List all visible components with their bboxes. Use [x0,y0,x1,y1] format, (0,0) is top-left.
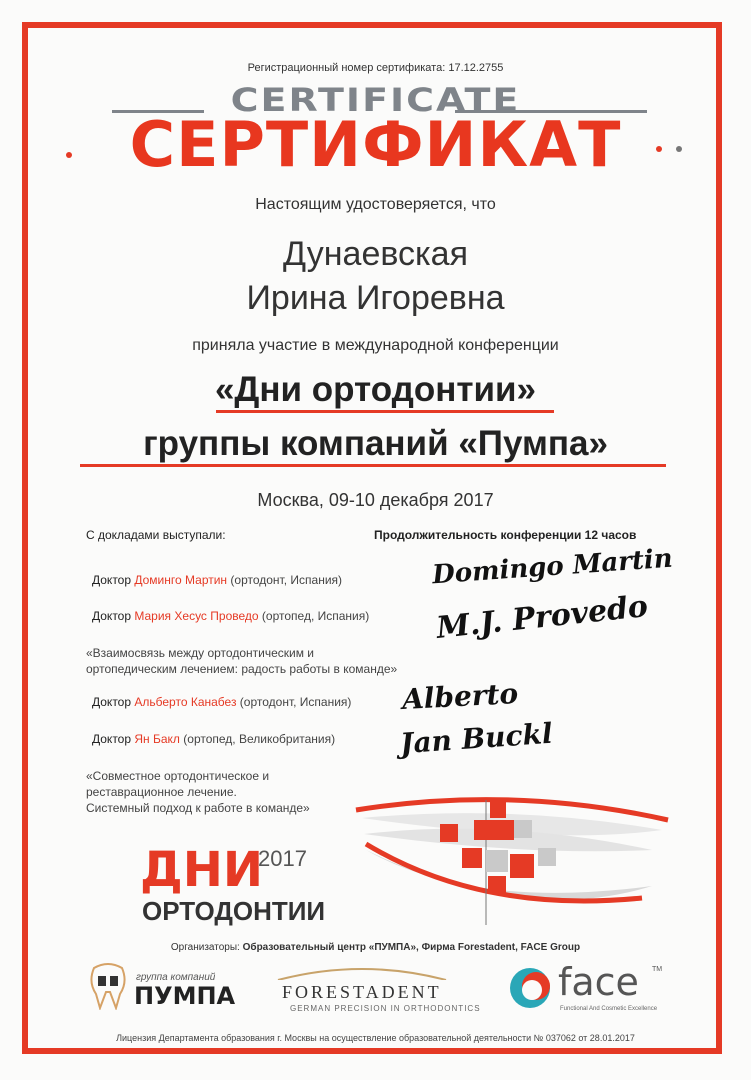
conference-organizer-underline [80,464,666,467]
signature-canabez: Alberto [401,676,519,717]
face-tagline: Functional And Cosmetic Excellence [560,1006,658,1012]
speaker-name: Альберто Канабез [134,695,237,709]
smile-puzzle-graphic [352,790,672,930]
face-logo-icon [508,966,552,1010]
title-dot-right-gray [676,146,682,152]
recipient-surname: Дунаевская [283,235,468,273]
speaker-prefix: Доктор [92,573,132,587]
topic-2-line-1: «Совместное ортодонтическое и [86,769,270,783]
topic-1-line-1: «Взаимосвязь между ортодонтическим и [86,646,314,660]
conference-title-underline [216,410,554,413]
topic-2 [86,768,310,816]
license-text: Лицензия Департамента образования г. Москвы на осуществление образовательной деятельности № 037062 от 28.01.2017 [116,1033,635,1043]
puzzle-piece [494,820,514,840]
conference-title: «Дни ортодонтии» [214,370,537,409]
organizers-value: Образовательный центр «ПУМПА», Фирма Forestadent, FACE Group [242,942,581,953]
signature-provedo: M.J. Provedo [434,589,650,646]
speaker-name: Доминго Мартин [134,573,228,587]
event-logo-year: 2017 [258,846,307,871]
event-logo-word2: ОРТОДОНТИИ [142,896,326,926]
registration-line [0,62,751,74]
title-dot-left [66,152,72,158]
topic-1 [86,645,397,677]
recipient-given-names: Ирина Игоревна [246,279,505,317]
title-russian: СЕРТИФИКАТ [129,108,622,181]
puzzle-piece [490,802,506,818]
speaker-role: (ортодонт, Испания) [239,695,352,709]
participation-text: приняла участие в международной конференции [192,337,559,354]
smile-lower-lip-shadow [366,850,652,900]
speaker-prefix: Доктор [92,695,132,709]
puzzle-piece [488,876,506,894]
puzzle-piece [538,848,556,866]
puzzle-piece [510,854,534,878]
topic-2-line-3: Системный подход к работе в команде» [86,801,310,815]
speaker-prefix: Доктор [92,732,132,746]
topic-1-line-2: ортопедическим лечением: радость работы в команде» [86,662,398,676]
speaker-name: Ян Бакл [134,732,180,746]
topic-2-line-2: реставрационное лечение. [86,785,237,799]
tooth-icon [88,962,128,1010]
speaker-name: Мария Хесус Проведо [134,609,259,623]
speaker-role: (ортодонт, Испания) [230,573,343,587]
forestadent-tagline: GERMAN PRECISION IN ORTHODONTICS [290,1004,481,1013]
intro-text: Настоящим удостоверяется, что [255,196,496,213]
face-logo-trademark: TM [652,966,663,973]
speaker-role: (ортопед, Испания) [261,609,370,623]
title-english: CERTIFICATE [230,81,521,119]
registration-label: Регистрационный номер сертификата: [247,62,446,74]
speaker-prefix: Доктор [92,609,132,623]
puzzle-piece [474,820,494,840]
pumpa-logo-small: группа компаний [136,972,216,983]
place-and-date: Москва, 09-10 декабря 2017 [257,490,494,510]
speaker-row [92,573,342,587]
organizers-line [0,942,751,953]
speaker-row [92,695,351,709]
conference-organizer-title: группы компаний «Пумпа» [143,424,608,463]
event-logo-word1: ДНИ [140,842,264,898]
speaker-row [92,609,369,623]
organizers-label: Организаторы: [170,942,240,953]
puzzle-piece [514,820,532,838]
forestadent-arc-icon [272,964,452,980]
signature-buckl: Jan Buckl [399,716,554,761]
speaker-role: (ортопед, Великобритания) [183,732,336,746]
title-dot-right-red [656,146,662,152]
speakers-header: С докладами выступали: [86,528,226,542]
registration-number: 17.12.2755 [448,62,504,74]
face-logo: face [558,960,639,1004]
conference-duration: Продолжительность конференции 12 часов [374,528,637,542]
forestadent-logo: FORESTADENT [282,982,442,1002]
puzzle-piece [462,848,482,868]
signature-martin: Domingo Martin [431,543,674,591]
speaker-row [92,732,335,746]
puzzle-piece [440,824,458,842]
pumpa-logo-big: ПУМПА [134,982,236,1010]
puzzle-piece [486,850,508,872]
